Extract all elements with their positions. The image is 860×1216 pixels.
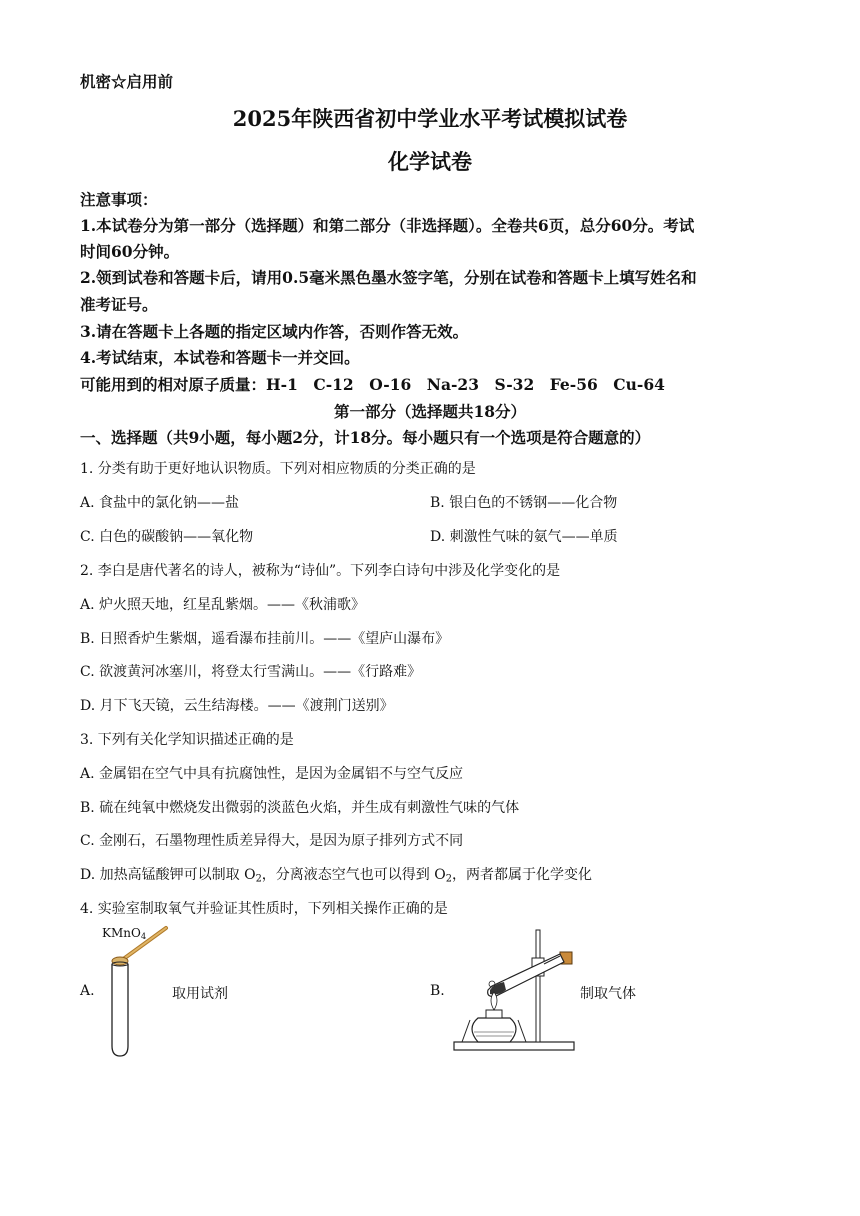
q4-option-a-letter: A. [80,983,95,999]
q1-option-c: C. 白色的碳酸钠——氧化物 [80,529,254,545]
q3-option-d: D. 加热高锰酸钾可以制取 $O_2$，分离液态空气也可以得到 $O_2$，两者都属于化学变化 [80,867,592,885]
notice-item-1: 1.本试卷分为第一部分（选择题）和第二部分（非选择题）。全卷共6页，总分60分。考试 [80,216,695,235]
test-tube-spoon-figure [100,920,180,1060]
q4-option-b-letter: B. [430,983,445,999]
q2-option-c: C. 欲渡黄河冰塞川，将登太行雪满山。——《行路难》 [80,664,422,680]
q4-stem: 4. 实验室制取氧气并验证其性质时，下列相关操作正确的是 [80,901,448,917]
q3-option-b: B. 硫在纯氧中燃烧发出微弱的淡蓝色火焰，并生成有刺激性气味的气体 [80,800,520,816]
notice-item-2-cont: 准考证号。 [80,295,158,314]
q3-option-a: A. 金属铝在空气中具有抗腐蚀性，是因为金属铝不与空气反应 [80,766,464,782]
section1-heading: 一、选择题（共9小题，每小题2分，计18分。每小题只有一个选项是符合题意的） [80,428,651,447]
q4-option-a-caption: 取用试剂 [172,986,228,1002]
exam-title: 2025年陕西省初中学业水平考试模拟试卷 [232,106,628,131]
q1-stem: 1. 分类有助于更好地认识物质。下列对相应物质的分类正确的是 [80,461,476,477]
kmno4-label: KMnO$_4$ [102,926,147,942]
q2-stem: 2. 李白是唐代著名的诗人，被称为“诗仙”。下列李白诗句中涉及化学变化的是 [80,563,561,579]
q1-option-d: D. 刺激性气味的氨气——单质 [430,529,618,545]
q1-option-b: B. 银白色的不锈钢——化合物 [430,495,618,511]
part1-heading: 第一部分（选择题共18分） [333,402,527,421]
notice-item-1-cont: 时间60分钟。 [80,242,180,261]
notice-item-2: 2.领到试卷和答题卡后，请用0.5毫米黑色墨水签字笔，分别在试卷和答题卡上填写姓名和 [80,268,697,287]
atomic-mass-line: 可能用到的相对原子质量：H-1 C-12 O-16 Na-23 S-32 Fe-56 Cu-64 [80,375,665,394]
q4-option-b-caption: 制取气体 [580,986,636,1002]
notice-heading: 注意事项： [80,190,158,209]
confidential-label: 机密☆启用前 [80,72,174,91]
exam-subtitle: 化学试卷 [388,149,472,174]
q2-option-d: D. 月下飞天镜，云生结海楼。——《渡荆门送别》 [80,698,394,714]
notice-item-4: 4.考试结束，本试卷和答题卡一并交回。 [80,348,360,367]
q3-stem: 3. 下列有关化学知识描述正确的是 [80,732,294,748]
q2-option-b: B. 日照香炉生紫烟，遥看瀑布挂前川。——《望庐山瀑布》 [80,631,450,647]
heating-apparatus-figure [448,924,588,1056]
q3-option-c: C. 金刚石，石墨物理性质差异得大，是因为原子排列方式不同 [80,833,464,849]
q2-option-a: A. 炉火照天地，红星乱紫烟。——《秋浦歌》 [80,597,366,613]
notice-item-3: 3.请在答题卡上各题的指定区域内作答，否则作答无效。 [80,322,469,341]
q1-option-a: A. 食盐中的氯化钠——盐 [80,495,240,511]
